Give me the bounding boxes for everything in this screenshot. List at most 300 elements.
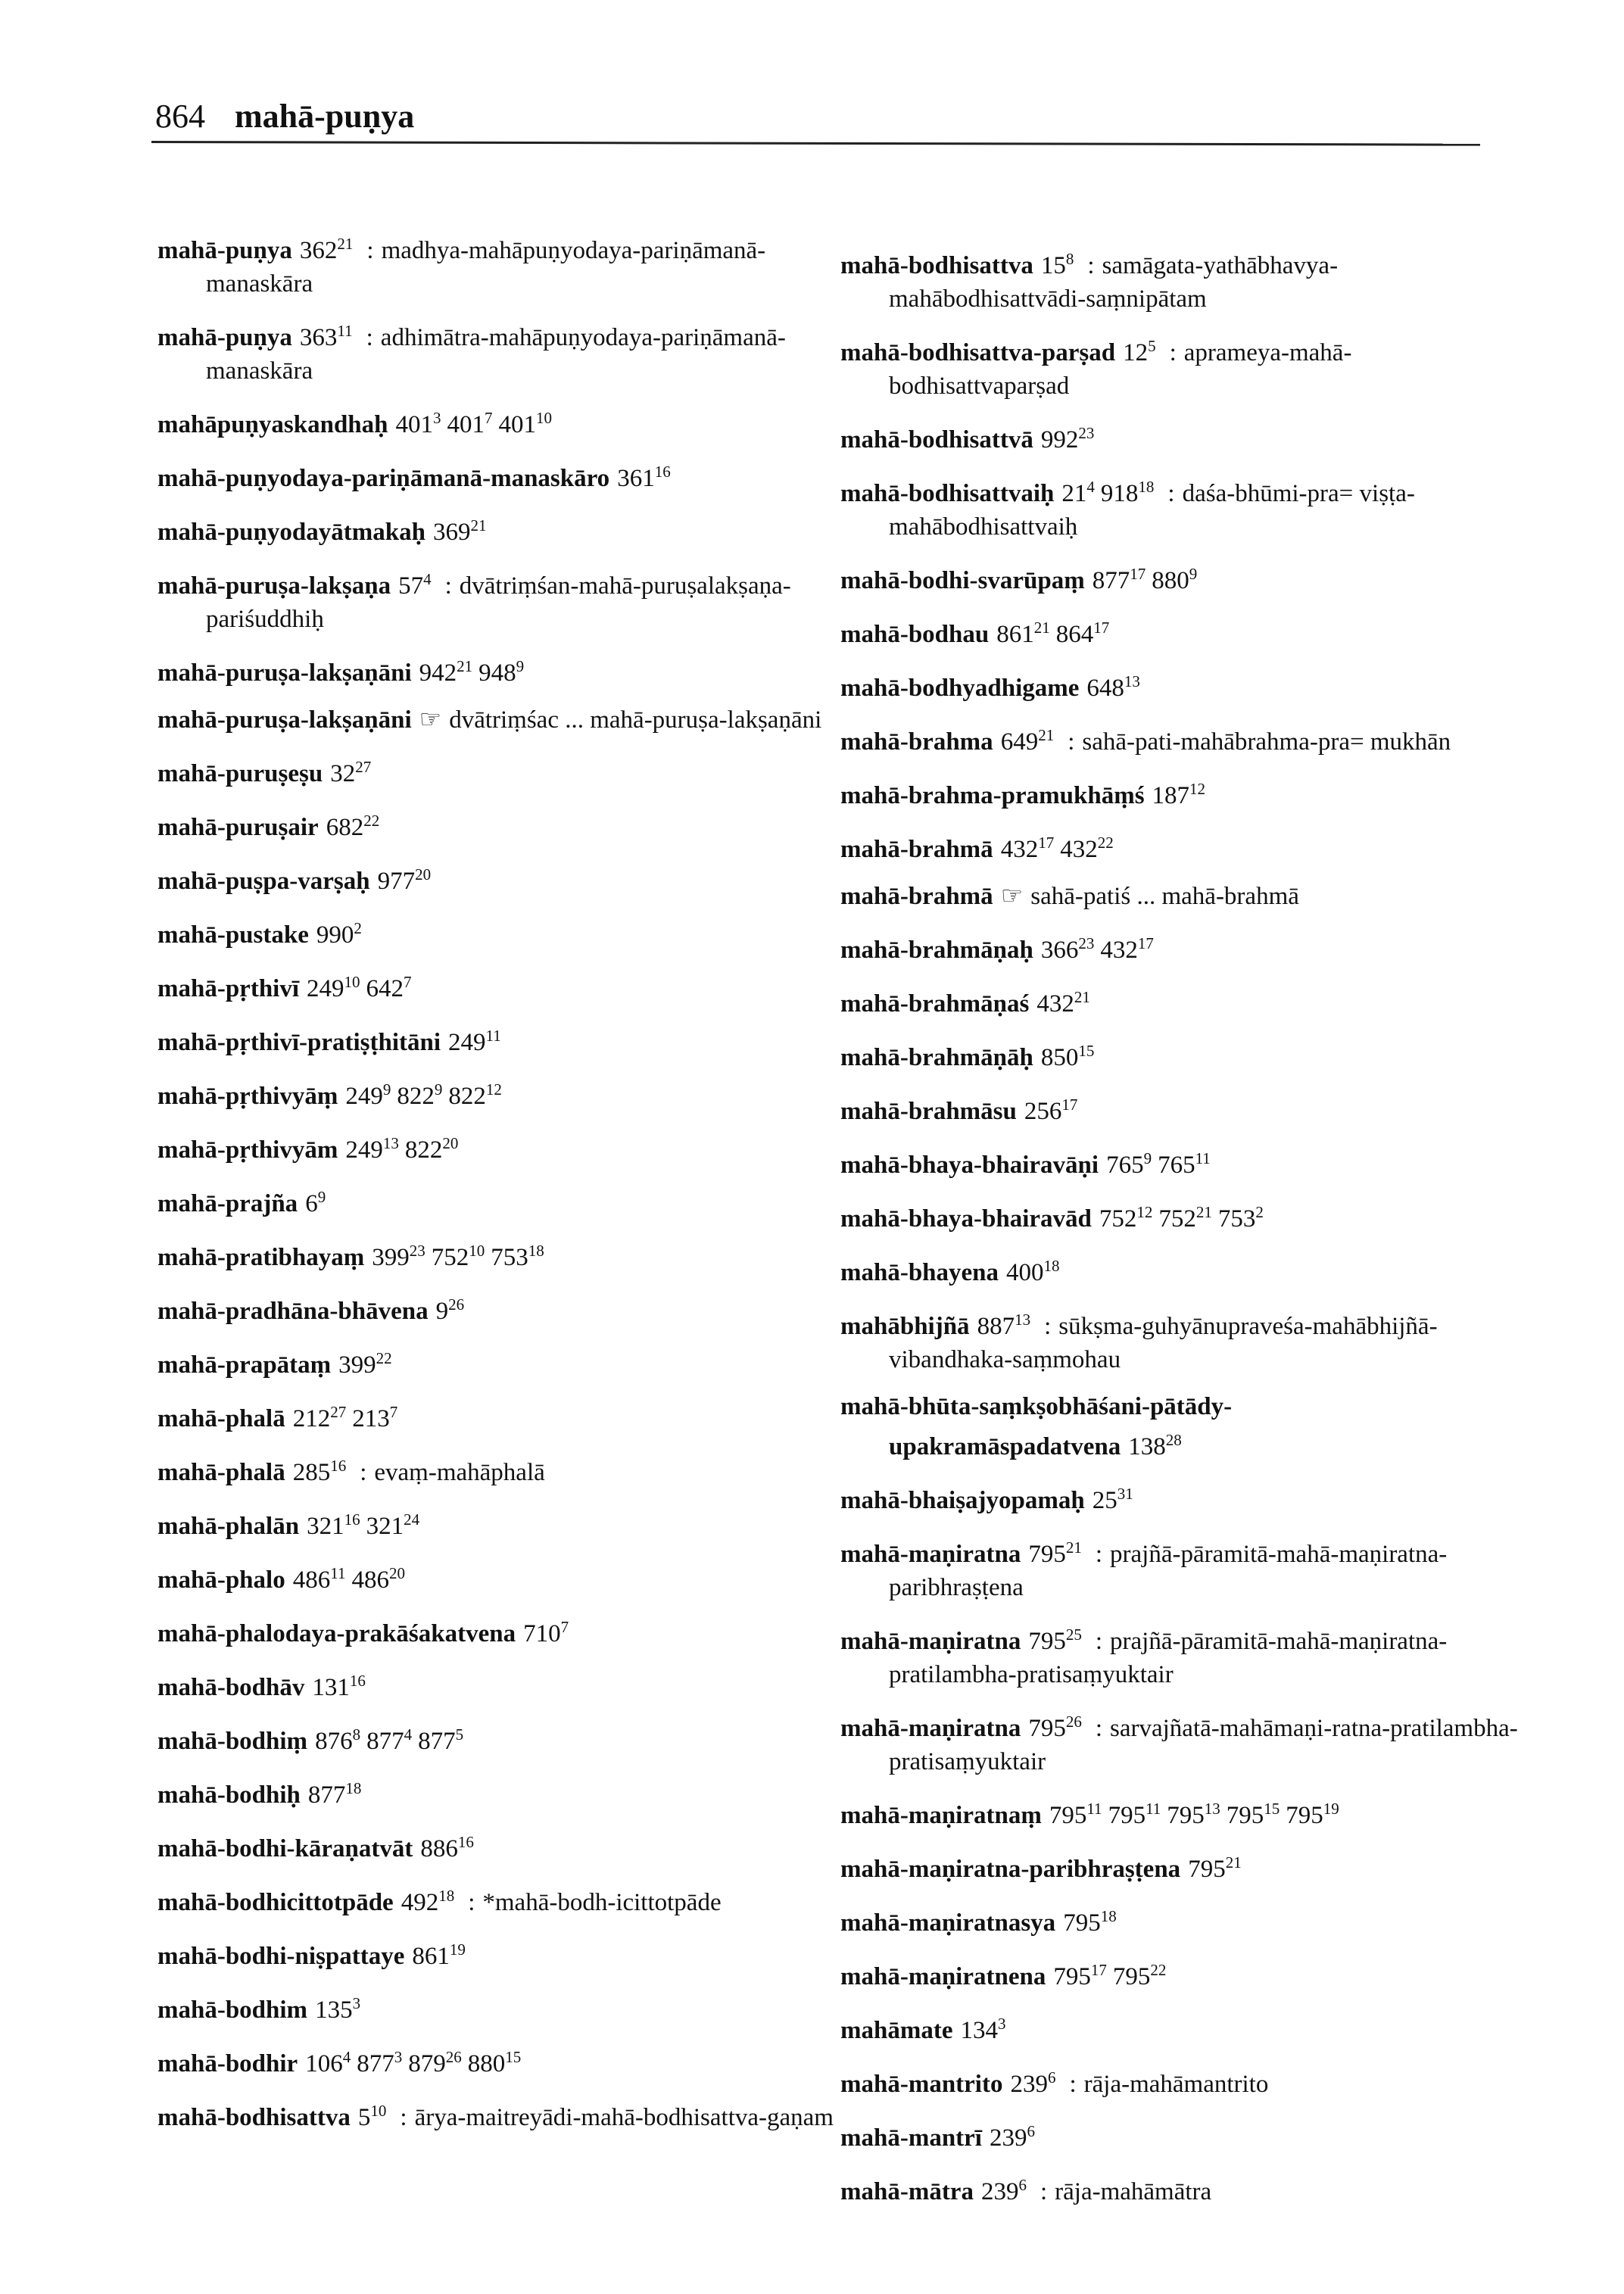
page-line-reference: $752^{10}$ — [431, 1242, 485, 1271]
page-line-reference: $795^{15}$ — [1226, 1800, 1280, 1829]
line-number: 6 — [1047, 2068, 1056, 2087]
entry-headword: mahā-bhūta-saṃkṣobhāśani-pātādy-upakramāspadatvena — [840, 1393, 1233, 1460]
line-number: 27 — [355, 758, 372, 776]
entry-headword: mahā-bodhicittotpāde — [157, 1889, 394, 1916]
line-number: 10 — [370, 2102, 387, 2120]
entry-headword: mahā-brahmā — [840, 883, 993, 910]
line-number: 7 — [560, 1618, 569, 1636]
entry-headword: mahā-bodhāv — [157, 1674, 305, 1701]
page-line-reference: $256^{17}$ — [1024, 1096, 1078, 1125]
page-line-reference: $795^{11}$ — [1108, 1800, 1161, 1829]
index-entry — [840, 2061, 1522, 2101]
line-number: 6 — [1027, 2122, 1035, 2140]
entry-headword: mahā-maṇiratnasya — [840, 1909, 1056, 1937]
entry-references — [1028, 1715, 1088, 1742]
entry-headword: mahā-bodhisattvā — [840, 426, 1033, 454]
index-entry — [157, 750, 839, 790]
page-line-reference: $880^{15}$ — [467, 2048, 522, 2077]
entry-references — [1041, 252, 1080, 279]
entry-references — [1123, 339, 1162, 366]
page-line-reference: $861^{21}$ — [996, 619, 1050, 648]
index-entry — [840, 1792, 1522, 1832]
page-line-reference: $57^4$ — [398, 570, 432, 600]
line-number: 16 — [457, 1833, 474, 1851]
entry-references — [316, 921, 368, 949]
entry-references — [315, 1725, 469, 1755]
entry-references — [1049, 1802, 1345, 1829]
index-entry — [157, 563, 839, 636]
entry-references — [981, 2178, 1033, 2205]
page-line-reference: $822^{12}$ — [448, 1080, 502, 1110]
entry-references — [330, 760, 377, 787]
entry-references — [1061, 480, 1160, 507]
index-entry — [157, 2094, 839, 2134]
line-number: 18 — [1138, 478, 1155, 496]
line-number: 7 — [485, 409, 493, 427]
index-entry — [840, 2115, 1522, 2155]
index-entry — [157, 804, 839, 844]
entry-references — [448, 1029, 507, 1056]
line-number: 13 — [1204, 1800, 1220, 1818]
line-number: 7 — [389, 1403, 398, 1421]
index-entry — [157, 703, 839, 737]
index-entry — [840, 1477, 1522, 1517]
line-number: 21 — [1033, 619, 1050, 637]
entry-headword: mahā-puruṣeṣu — [157, 760, 323, 787]
line-number: 21 — [1074, 988, 1090, 1006]
page-line-reference: $795^{19}$ — [1286, 1800, 1339, 1829]
line-number: 18 — [345, 1779, 362, 1797]
page-line-reference: $432^{22}$ — [1060, 834, 1114, 863]
page-line-reference: $400^{18}$ — [1006, 1257, 1060, 1286]
index-entry — [157, 1127, 839, 1167]
entry-references — [996, 621, 1115, 648]
entry-context: sahā-patiś ... mahā-brahmā — [1030, 883, 1299, 910]
index-entry — [840, 1705, 1522, 1778]
page-line-reference: $682^{22}$ — [326, 812, 380, 841]
entry-headword: mahā-bhaiṣajyopamaḥ — [840, 1487, 1085, 1514]
entry-references — [1128, 1433, 1188, 1460]
page-line-reference: $765^9$ — [1106, 1149, 1152, 1179]
page-line-reference: $877^5$ — [418, 1725, 464, 1755]
line-number: 11 — [330, 1564, 346, 1582]
line-number: 17 — [1090, 1961, 1107, 1979]
line-number: 10 — [469, 1242, 485, 1260]
index-entry — [157, 1987, 839, 2027]
line-number: 17 — [1130, 565, 1146, 583]
entry-headword: mahā-phalā — [157, 1405, 285, 1432]
index-entry — [157, 314, 839, 388]
index-entry — [840, 1303, 1522, 1376]
page-line-reference: $765^{11}$ — [1158, 1149, 1211, 1179]
line-number: 26 — [445, 2048, 462, 2066]
page-line-reference: $795^{26}$ — [1028, 1713, 1082, 1742]
entry-separator: : — [444, 572, 452, 600]
entry-headword: mahā-pustake — [157, 921, 309, 949]
entry-references — [293, 1566, 411, 1594]
line-number: 20 — [388, 1564, 405, 1582]
page-line-reference: $992^{23}$ — [1040, 424, 1095, 454]
page-line-reference: $213^7$ — [352, 1403, 398, 1432]
entry-references — [419, 659, 531, 687]
index-entry — [157, 1288, 839, 1328]
index-entry — [157, 1772, 839, 1812]
line-number: 8 — [352, 1725, 361, 1744]
entry-headword: mahā-bodhisattva — [157, 2104, 351, 2131]
page-line-reference: $752^{12}$ — [1099, 1203, 1153, 1233]
entry-headword: mahā-pratibhayaṃ — [157, 1244, 365, 1271]
entry-headword: mahā-maṇiratnaṃ — [840, 1802, 1042, 1829]
page-line-reference: $877^3$ — [357, 2048, 403, 2077]
page-line-reference: $21^4$ — [1061, 478, 1095, 507]
index-entry — [157, 1449, 839, 1489]
page-line-reference: $886^{16}$ — [420, 1833, 474, 1862]
page-line-reference: $32^{27}$ — [330, 758, 372, 787]
line-number: 10 — [344, 973, 360, 991]
line-number: 3 — [433, 409, 441, 427]
line-number: 22 — [363, 812, 380, 830]
page-line-reference: $648^{13}$ — [1086, 672, 1140, 702]
line-number: 21 — [470, 516, 487, 535]
line-number: 17 — [1093, 619, 1110, 637]
entry-headword: mahā-puṇyodayātmakaḥ — [157, 519, 425, 546]
entry-references — [1053, 1963, 1172, 1990]
page-line-reference: $486^{20}$ — [351, 1564, 405, 1594]
line-number: 11 — [1195, 1149, 1211, 1167]
line-number: 21 — [457, 657, 473, 675]
entry-separator: : — [468, 1889, 475, 1916]
line-number: 13 — [1015, 1311, 1031, 1329]
line-number: 18 — [438, 1887, 455, 1905]
line-number: 8 — [1065, 250, 1074, 268]
entry-context: sūkṣma-guhyānupraveśa-mahābhijñā-vibandhaka-saṃmohau — [889, 1313, 1438, 1373]
entry-headword: mahā-phalodaya-prakāśakatvena — [157, 1620, 516, 1647]
page-number: 864 — [155, 98, 205, 135]
entry-separator: : — [1068, 728, 1075, 756]
entry-headword: mahā-bodhisattvaiḥ — [840, 480, 1055, 507]
line-number: 18 — [1043, 1257, 1060, 1275]
entry-references — [960, 2017, 1011, 2044]
entry-separator: : — [1167, 480, 1175, 507]
index-entry — [840, 1088, 1522, 1128]
page-line-reference: $876^8$ — [315, 1725, 361, 1755]
line-number: 16 — [344, 1510, 360, 1529]
line-number: 4 — [342, 2048, 351, 2066]
page-line-reference: $864^{17}$ — [1055, 619, 1110, 648]
page-line-reference: $492^{18}$ — [401, 1887, 455, 1916]
entry-separator: : — [1095, 1628, 1103, 1655]
entry-references — [523, 1620, 575, 1647]
line-number: 21 — [1065, 1538, 1082, 1557]
entry-references — [412, 1940, 472, 1970]
line-number: 10 — [536, 409, 553, 427]
cross-reference-icon: ☞ — [419, 706, 442, 734]
page-line-reference: $918^{18}$ — [1100, 478, 1155, 507]
entry-references — [990, 2124, 1041, 2152]
page-line-reference: $366^{23}$ — [1040, 934, 1095, 964]
page-line-reference: $131^{16}$ — [312, 1672, 366, 1701]
entry-headword: mahā-pṛthivyām — [157, 1136, 338, 1164]
entry-references — [358, 2104, 393, 2131]
line-number: 4 — [423, 570, 432, 588]
page-line-reference: $401^{10}$ — [498, 409, 553, 438]
line-number: 18 — [528, 1242, 544, 1260]
entry-headword: mahā-prapātaṃ — [157, 1351, 332, 1379]
entry-headword: mahā-pṛthivī-pratiṣṭhitāni — [157, 1029, 441, 1056]
page-header — [155, 89, 1488, 144]
entry-headword: mahā-phalān — [157, 1513, 300, 1540]
page-line-reference: $877^{17}$ — [1092, 565, 1146, 594]
page-line-reference: $134^3$ — [960, 2015, 1006, 2044]
line-number: 9 — [1143, 1149, 1152, 1167]
index-entry — [157, 1664, 839, 1704]
entry-references — [396, 411, 559, 438]
page-line-reference: $752^{21}$ — [1158, 1203, 1212, 1233]
entry-headword: mahā-bodhiṃ — [157, 1728, 308, 1755]
entry-headword: mahāmate — [840, 2017, 953, 2044]
page-line-reference: $877^{18}$ — [307, 1779, 362, 1809]
line-number: 20 — [415, 865, 432, 884]
entry-headword: mahā-mātra — [840, 2178, 974, 2205]
entry-context: samāgata-yathābhavya-mahābodhisattvādi-saṃnipātam — [889, 252, 1339, 313]
entry-headword: mahā-bodhisattva — [840, 252, 1033, 279]
entry-headword: mahā-bodhim — [157, 1996, 308, 2024]
entry-references — [305, 2050, 527, 2077]
page-line-reference: $401^7$ — [447, 409, 493, 438]
line-number: 21 — [1195, 1203, 1212, 1221]
entry-references — [617, 465, 677, 492]
index-entry — [840, 1195, 1522, 1236]
line-number: 21 — [1038, 726, 1055, 744]
line-number: 22 — [1097, 834, 1114, 852]
index-entry — [157, 1718, 839, 1758]
index-entry — [840, 1953, 1522, 1993]
page-line-reference: $990^2$ — [316, 919, 362, 949]
index-entry — [157, 1180, 839, 1220]
page-line-reference: $321^{24}$ — [366, 1510, 420, 1540]
line-number: 2 — [354, 919, 362, 937]
page-line-reference: $795^{21}$ — [1028, 1538, 1082, 1568]
line-number: 12 — [1136, 1203, 1153, 1221]
entry-context: madhya-mahāpuṇyodaya-pariṇāmanā-manaskāra — [206, 237, 766, 298]
index-entry — [157, 1825, 839, 1865]
line-number: 11 — [1086, 1800, 1102, 1818]
page-line-reference: $642^7$ — [366, 973, 412, 1002]
entry-headword: mahāpuṇyaskandhaḥ — [157, 411, 388, 438]
page-line-reference: $239^6$ — [980, 2176, 1027, 2205]
index-entry — [840, 718, 1522, 759]
line-number: 19 — [1323, 1800, 1339, 1818]
line-number: 22 — [1150, 1961, 1167, 1979]
entry-references — [293, 1459, 353, 1486]
index-entry — [840, 1846, 1522, 1886]
entry-references — [1040, 934, 1160, 964]
page-line-reference: $432^{17}$ — [1100, 934, 1154, 964]
index-entry — [840, 1900, 1522, 1940]
entry-references — [300, 324, 359, 351]
page-line-reference: $795^{25}$ — [1028, 1625, 1082, 1655]
entry-headword: mahā-bodhir — [157, 2050, 298, 2077]
page-line-reference: $486^{11}$ — [292, 1564, 346, 1594]
entry-headword: mahā-puruṣa-lakṣaṇāni — [157, 706, 412, 734]
entry-headword: mahā-puruṣa-lakṣaṇa — [157, 572, 391, 600]
page-line-reference: $879^{26}$ — [408, 2048, 462, 2077]
line-number: 26 — [1065, 1713, 1082, 1731]
index-entry — [840, 416, 1522, 457]
entry-context: prajñā-pāramitā-mahā-maṇiratna-pratilambha-pratisaṃyuktair — [889, 1628, 1448, 1688]
entry-references — [1099, 1205, 1270, 1233]
index-entry — [157, 1234, 839, 1274]
page-line-reference: $977^{20}$ — [377, 865, 432, 895]
entry-headword: mahā-brahmā — [840, 836, 993, 863]
entry-headword: mahā-maṇiratna — [840, 1715, 1021, 1742]
page-line-reference: $822^9$ — [397, 1080, 443, 1110]
page-line-reference: $369^{21}$ — [432, 516, 487, 546]
page-line-reference: $795^{11}$ — [1049, 1800, 1102, 1829]
page-line-reference: $795^{22}$ — [1112, 1961, 1167, 1990]
line-number: 18 — [1100, 1907, 1117, 1925]
index-entry — [157, 858, 839, 898]
entry-references — [432, 516, 493, 546]
entry-separator: : — [400, 2104, 407, 2131]
entry-references — [977, 1313, 1037, 1340]
index-entry — [840, 1142, 1522, 1182]
entry-references — [1036, 990, 1096, 1018]
page-line-reference: $399^{22}$ — [338, 1349, 392, 1379]
entry-headword: mahā-bhaya-bhairavād — [840, 1205, 1092, 1233]
line-number: 9 — [516, 657, 525, 675]
line-number: 23 — [1078, 424, 1095, 442]
index-entry — [840, 242, 1522, 316]
entry-separator: : — [1040, 2178, 1048, 2205]
entry-references — [398, 572, 438, 600]
entry-references — [300, 237, 360, 264]
line-number: 9 — [382, 1080, 391, 1099]
entry-context: aprameya-mahā-bodhisattvaparṣad — [889, 339, 1352, 400]
line-number: 19 — [449, 1940, 466, 1959]
index-entry — [157, 1610, 839, 1650]
entry-references — [305, 1190, 332, 1217]
entry-headword: mahā-puṇya — [157, 237, 292, 264]
entry-context: sarvajñatā-mahāmaṇi-ratna-pratilambha-pratisaṃyuktair — [889, 1715, 1518, 1775]
line-number: 9 — [317, 1188, 326, 1206]
entry-headword: mahā-maṇiratna — [840, 1541, 1021, 1568]
page-line-reference: $138^{28}$ — [1128, 1431, 1182, 1460]
entry-headword: mahā-puruṣair — [157, 814, 319, 841]
entry-headword: mahā-bhaya-bhairavāṇi — [840, 1152, 1099, 1179]
entry-headword: mahā-brahma-pramukhāṃś — [840, 782, 1145, 809]
index-entry — [157, 1342, 839, 1382]
entry-context: prajñā-pāramitā-mahā-maṇiratna-paribhraṣṭena — [889, 1541, 1448, 1601]
entry-references — [1028, 1625, 1088, 1655]
line-number: 2 — [1255, 1203, 1264, 1221]
entry-headword: mahā-brahmāsu — [840, 1098, 1017, 1125]
entry-references — [372, 1244, 550, 1271]
line-number: 5 — [1148, 337, 1156, 355]
entry-references — [1106, 1149, 1217, 1179]
entry-references — [435, 1295, 471, 1325]
line-number: 13 — [382, 1134, 399, 1152]
index-entry — [840, 2168, 1522, 2208]
entry-headword: mahā-puṣpa-varṣaḥ — [157, 868, 370, 895]
entry-context: sahā-pati-mahābrahma-pra= mukhān — [1082, 728, 1451, 756]
index-entry — [157, 650, 839, 690]
line-number: 4 — [1086, 478, 1095, 496]
line-number: 22 — [376, 1349, 392, 1367]
line-number: 24 — [404, 1510, 420, 1529]
page-line-reference: $432^{21}$ — [1036, 988, 1090, 1018]
index-entry — [157, 2040, 839, 2080]
page-line-reference: $948^9$ — [478, 657, 525, 687]
index-column-right — [840, 242, 1522, 2222]
entry-headword: mahā-pṛthivyāṃ — [157, 1083, 338, 1110]
entry-references — [326, 814, 386, 841]
entry-references — [1086, 672, 1146, 702]
line-number: 12 — [1189, 780, 1206, 798]
line-number: 11 — [485, 1027, 501, 1045]
page-line-reference: $887^{13}$ — [977, 1311, 1031, 1340]
index-entry — [157, 227, 839, 301]
entry-separator: : — [1069, 2071, 1077, 2098]
line-number: 15 — [505, 2048, 522, 2066]
entry-context: dvātriṃśan-mahā-puruṣalakṣaṇa-pariśuddhiḥ — [206, 572, 791, 633]
entry-context: ārya-maitreyādi-mahā-bodhisattva-gaṇam — [414, 2104, 834, 2131]
index-entry — [157, 1503, 839, 1543]
page-line-reference: $399^{23}$ — [372, 1242, 425, 1271]
page-line-reference: $239^6$ — [989, 2122, 1035, 2152]
index-entry — [157, 1557, 839, 1597]
page-line-reference: $942^{21}$ — [419, 657, 473, 687]
line-number: 20 — [442, 1134, 459, 1152]
entry-headword: mahā-bhayena — [840, 1259, 999, 1286]
page-line-reference: $239^6$ — [1010, 2068, 1056, 2098]
line-number: 11 — [1146, 1800, 1161, 1818]
entry-headword: mahā-pṛthivī — [157, 975, 300, 1002]
page-line-reference: $822^{20}$ — [404, 1134, 459, 1164]
page-line-reference: $249^{13}$ — [345, 1134, 399, 1164]
running-head: mahā-puṇya — [235, 98, 415, 135]
entry-headword: mahā-maṇiratnena — [840, 1963, 1046, 1990]
page-line-reference: $15^8$ — [1040, 250, 1074, 279]
index-entry — [840, 1034, 1522, 1074]
line-number: 27 — [330, 1403, 347, 1421]
entry-separator: : — [1095, 1541, 1103, 1568]
line-number: 9 — [434, 1080, 443, 1099]
entry-references — [345, 1136, 464, 1164]
page-line-reference: $25^{31}$ — [1092, 1485, 1133, 1514]
index-entry — [840, 557, 1522, 597]
line-number: 12 — [485, 1080, 502, 1099]
line-number: 31 — [1117, 1485, 1133, 1503]
index-column-left — [157, 227, 839, 2148]
entry-references — [1024, 1098, 1084, 1125]
index-entry — [157, 965, 839, 1005]
line-number: 23 — [409, 1242, 425, 1260]
page-line-reference: $401^3$ — [395, 409, 441, 438]
line-number: 15 — [1264, 1800, 1280, 1818]
entry-headword: mahā-phalo — [157, 1566, 285, 1594]
entry-headword: mahā-bodhi-svarūpaṃ — [840, 567, 1085, 594]
index-entry — [840, 1618, 1522, 1691]
page-line-reference: $106^4$ — [305, 2048, 351, 2077]
entry-context: adhimātra-mahāpuṇyodaya-pariṇāmanā-manaskāra — [206, 324, 786, 385]
index-entry — [840, 772, 1522, 812]
entry-references — [1006, 1259, 1066, 1286]
line-number: 3 — [394, 2048, 403, 2066]
entry-headword: mahā-mantrito — [840, 2071, 1003, 2098]
index-entry — [157, 1879, 839, 1919]
entry-separator: : — [1169, 339, 1177, 366]
